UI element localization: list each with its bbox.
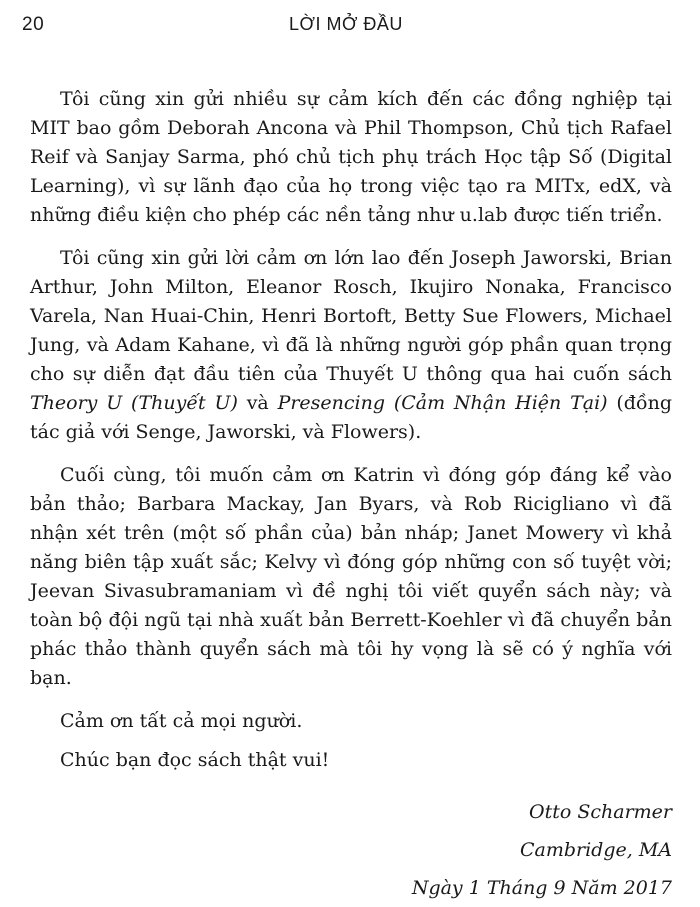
paragraph-text: và: [237, 392, 278, 414]
page-number: 20: [22, 14, 45, 35]
running-header: [22, 14, 670, 44]
book-title-theory-u: Theory U (Thuyết U): [30, 392, 238, 414]
paragraph-text: Tôi cũng xin gửi lời cảm ơn lớn lao đến Joseph Jaworski, Brian Arthur, John Milton, Eleanor Rosch, Ikujiro Nonaka, Francisco Varela, Nan Huai-Chin, Henri Bortoft, Betty Sue Flowers, Michael Jung, và Adam Kahane, vì đã là những người góp phần quan trọng cho sự diễn đạt đầu tiên của Thuyết U thông qua hai cuốn sách: [30, 247, 672, 385]
book-title-presencing: Presencing (Cảm Nhận Hiện Tại): [277, 392, 608, 414]
paragraph-theory-u-thanks: [30, 244, 672, 447]
paragraph-happy-reading: Chúc bạn đọc sách thật vui!: [60, 749, 330, 771]
body-text: [30, 85, 672, 907]
paragraph-text: (đồng tác giả với Senge, Jaworski, và Flowers).: [30, 392, 672, 443]
signature-date: Ngày 1 Tháng 9 Năm 2017: [411, 877, 672, 899]
chapter-title: LỜI MỞ ĐẦU: [289, 14, 403, 34]
paragraph-thank-everyone: Cảm ơn tất cả mọi người.: [60, 710, 303, 732]
paragraph-final-thanks: Cuối cùng, tôi muốn cảm ơn Katrin vì đóng góp đáng kể vào bản thảo; Barbara Mackay, Jan Byars, và Rob Ricigliano vì đã nhận xét trên (một số phần của) bản nháp; Janet Mowery vì khả năng biên tập xuất sắc; Kelvy vì đóng góp những con số tuyệt vời; Jeevan Sivasubramaniam vì đề nghị tôi viết quyển sách này; và toàn bộ đội ngũ tại nhà xuất bản Berrett-Koehler vì đã chuyển bản phác thảo thành quyển sách mà tôi hy vọng là sẽ có ý nghĩa với bạn.: [30, 464, 672, 689]
author-name: Otto Scharmer: [529, 801, 672, 823]
signature-block: [30, 793, 672, 907]
author-place: Cambridge, MA: [519, 839, 672, 861]
paragraph-mit-thanks: Tôi cũng xin gửi nhiều sự cảm kích đến các đồng nghiệp tại MIT bao gồm Deborah Ancona và Phil Thompson, Chủ tịch Rafael Reif và Sanjay Sarma, phó chủ tịch phụ trách Học tập Số (Digital Learning), vì sự lãnh đạo của họ trong việc tạo ra MITx, edX, và những điều kiện cho phép các nền tảng như u.lab được tiến triển.: [30, 88, 672, 226]
